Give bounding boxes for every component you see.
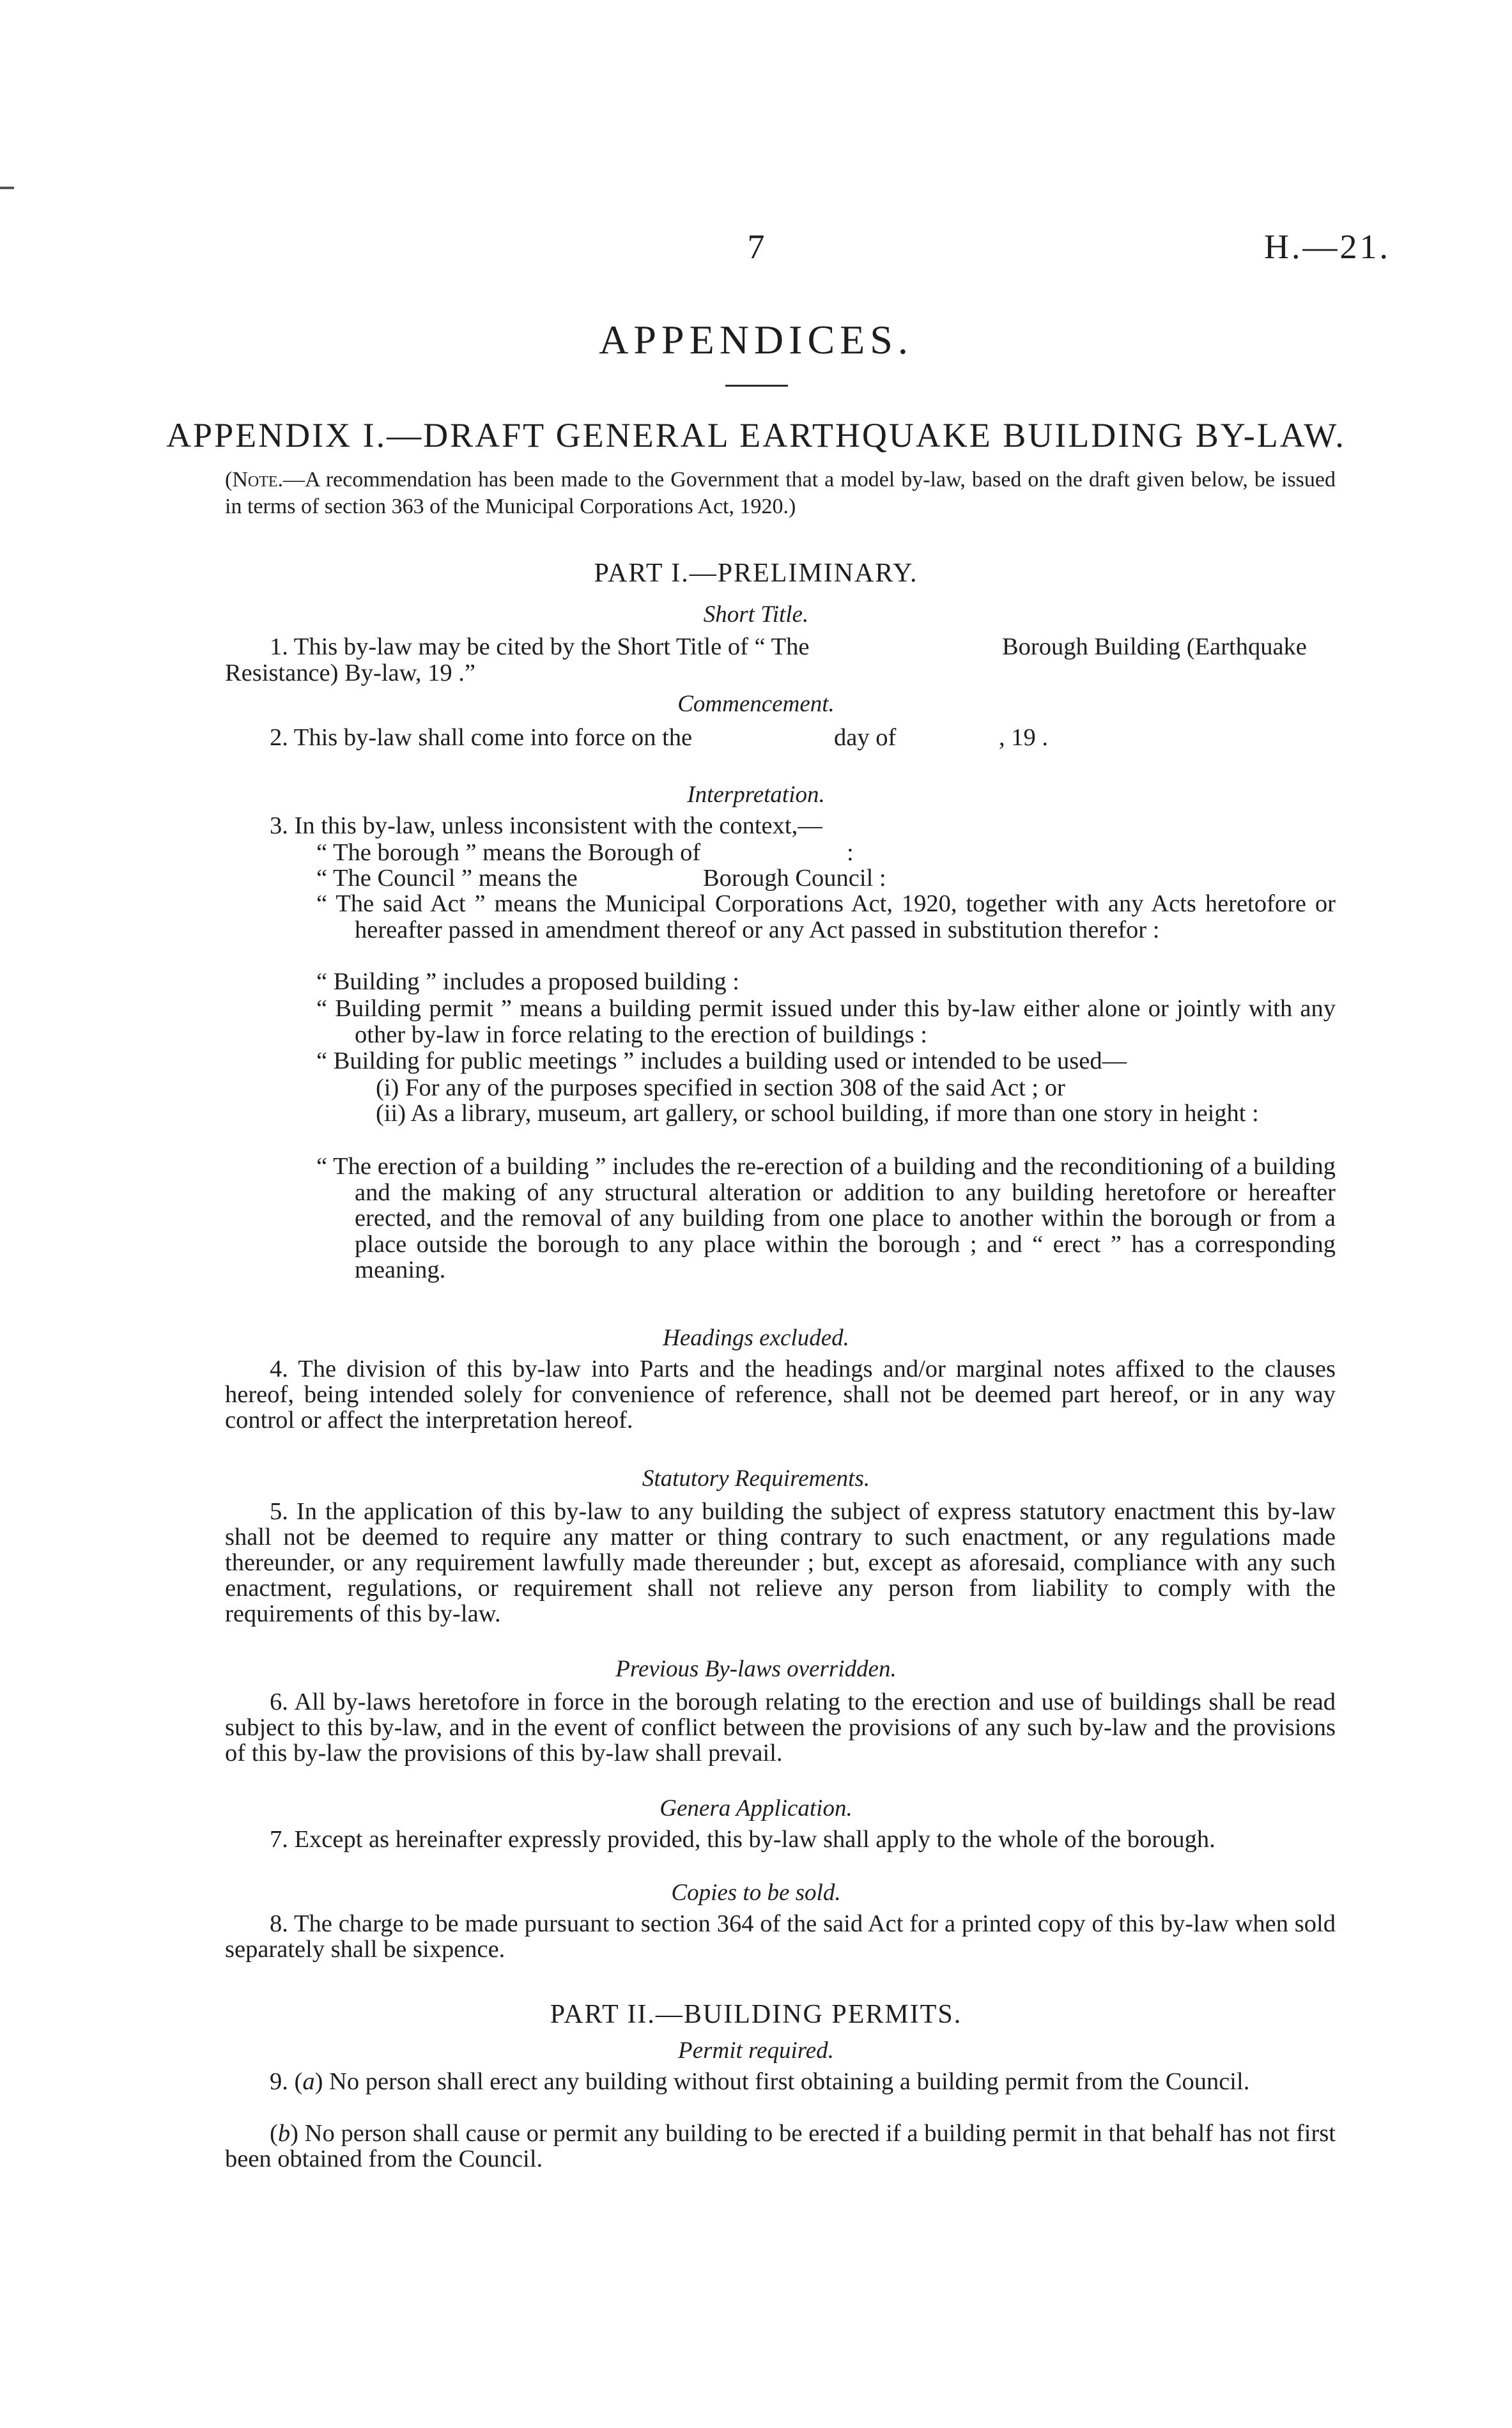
clause-9b-open: ( — [270, 2120, 278, 2147]
heading-headings-excluded: Headings excluded. — [663, 1325, 849, 1351]
document-reference: H.—21. — [1264, 228, 1391, 266]
appendix-title: APPENDIX I.—DRAFT GENERAL EARTHQUAKE BUILDING BY-LAW. — [166, 416, 1346, 454]
page-title: APPENDICES. — [599, 317, 913, 362]
heading-permit-required: Permit required. — [678, 2038, 834, 2064]
def-public-meetings-ii: (ii) As a library, museum, art gallery, or school building, if more than one story in height : — [376, 1100, 1259, 1127]
heading-commencement: Commencement. — [677, 691, 835, 717]
clause-8: 8. The charge to be made pursuant to section 364 of the said Act for a printed copy of this by-law when sold separately shall be sixpence. — [225, 1910, 1336, 1963]
clause-9b-text: ) No person shall cause or permit any building to be erected if a building permit in that behalf has not first been obtained from the Council. — [225, 2120, 1336, 2172]
clause-6: 6. All by-laws heretofore in force in the borough relating to the erection and use of buildings shall be read subject to this by-law, and in the event of conflict between the provisions of any such by-law and the provisions of this by-law the provisions of this by-law shall prevail. — [225, 1689, 1336, 1767]
heading-previous-bylaws: Previous By-laws overridden. — [615, 1656, 897, 1682]
def-erection: “ The erection of a building ” includes the re-erection of a building and the reconditioning of a building and the making of any structural alteration or addition to any building heretofore or hereafter erected, and the removal of any building from one place to another within the borough or from a place outside the borough to any place within the borough ; and “ erect ” has a corresponding meaning. — [316, 1153, 1336, 1283]
def-building-permit: “ Building permit ” means a building permit issued under this by-law either alone or jointly with any other by-law in force relating to the erection of buildings : — [316, 995, 1336, 1048]
def-public-meetings-i: (i) For any of the purposes specified in section 308 of the said Act ; or — [376, 1074, 1065, 1101]
note-paragraph — [225, 467, 1336, 520]
def-council-end: Borough Council : — [703, 865, 886, 892]
clause-1-end: Resistance) By-law, 19 .” — [225, 660, 476, 686]
def-council: “ The Council ” means the — [316, 865, 578, 892]
note-text: .—A recommendation has been made to the Government that a model by-law, based on the draft given below, be issued in terms of section 363 of the Municipal Corporations Act, 1920.) — [225, 468, 1336, 518]
clause-1-name: Borough Building (Earthquake — [1002, 633, 1307, 660]
def-building: “ Building ” includes a proposed building : — [316, 968, 739, 995]
clause-7: 7. Except as hereinafter expressly provided, this by-law shall apply to the whole of the borough. — [270, 1826, 1215, 1853]
clause-1-start: 1. This by-law may be cited by the Short Title of “ The — [270, 633, 810, 660]
clause-9b-letter: b — [277, 2120, 291, 2147]
part-1-title: PART I.—PRELIMINARY. — [594, 559, 918, 588]
def-public-meetings: “ Building for public meetings ” includes a building used or intended to be used— — [316, 1048, 1127, 1074]
clause-9a — [225, 2069, 1336, 2094]
clause-2-day: day of — [834, 724, 897, 751]
heading-copies: Copies to be sold. — [671, 1880, 841, 1906]
def-borough-colon: : — [847, 839, 854, 866]
clause-4: 4. The division of this by-law into Parts and the headings and/or marginal notes affixed to the clauses hereof, being intended solely for convenience of reference, shall not be deemed part hereof, or in any way control or affect the interpretation hereof. — [225, 1356, 1336, 1434]
def-said-act: “ The said Act ” means the Municipal Corporations Act, 1920, together with any Acts heretofore or hereafter passed in amendment thereof or any Act passed in substitution therefor : — [316, 890, 1336, 943]
note-open: ( — [225, 468, 233, 491]
scan-margin-mark — [0, 187, 14, 189]
def-borough: “ The borough ” means the Borough of — [316, 839, 701, 866]
clause-2-start: 2. This by-law shall come into force on the — [270, 724, 693, 751]
clause-9b — [225, 2121, 1336, 2172]
page-number: 7 — [747, 228, 765, 266]
title-divider — [725, 385, 788, 387]
clause-9a-num: 9. ( — [270, 2068, 303, 2095]
clause-9a-text: ) No person shall erect any building without first obtaining a building permit from the Council. — [314, 2068, 1250, 2095]
heading-short-title: Short Title. — [703, 601, 809, 628]
heading-statutory: Statutory Requirements. — [642, 1465, 870, 1492]
heading-interpretation: Interpretation. — [687, 782, 825, 808]
clause-5: 5. In the application of this by-law to any building the subject of express statutory enactment this by-law shall not be deemed to require any matter or thing contrary to such enactment, or any regulations made thereunder, or any requirement lawfully made thereunder ; but, except as aforesaid, compliance with any such enactment, regulations, or requirement shall not relieve any person from liability to comply with the requirements of this by-law. — [225, 1498, 1336, 1627]
clause-9a-letter: a — [302, 2068, 315, 2095]
clause-3: 3. In this by-law, unless inconsistent with the context,— — [270, 812, 822, 839]
clause-2-year: , 19 . — [999, 724, 1048, 751]
part-2-title: PART II.—BUILDING PERMITS. — [550, 2000, 962, 2029]
note-label: Note — [232, 468, 278, 491]
heading-general-application: Genera Application. — [660, 1795, 852, 1821]
